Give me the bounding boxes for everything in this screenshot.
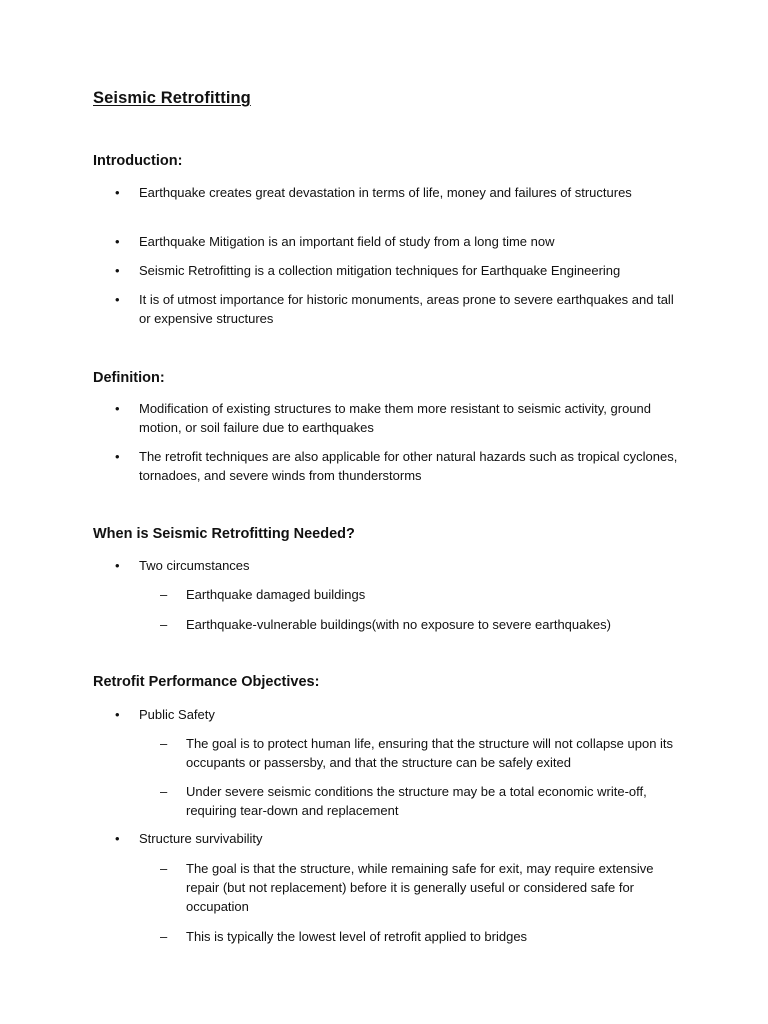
- section-heading-introduction: Introduction:: [93, 153, 183, 169]
- bullet-marker: •: [115, 292, 120, 307]
- sub-list-item-text: Earthquake-vulnerable buildings(with no exposure to severe earthquakes): [186, 617, 611, 632]
- list-item-text: Public Safety: [139, 707, 215, 722]
- sub-list-item-text: This is typically the lowest level of retrofit applied to bridges: [186, 929, 528, 944]
- list-item-text: It is of utmost importance for historic monuments, areas prone to severe earthquakes and tall or expensive structures: [139, 292, 674, 326]
- dash-marker: –: [160, 784, 168, 799]
- document-title: Seismic Retrofitting: [93, 89, 251, 107]
- bullet-marker: •: [115, 831, 120, 846]
- list-item-text: Seismic Retrofitting is a collection mitigation techniques for Earthquake Engineering: [139, 263, 621, 278]
- list-item-text: Earthquake Mitigation is an important field of study from a long time now: [139, 234, 555, 249]
- list-item-text: Earthquake creates great devastation in terms of life, money and failures of structures: [139, 185, 632, 200]
- sub-list-item-text: The goal is to protect human life, ensuring that the structure will not collapse upon its occupants or passersby, and that the structure can be safely exited: [186, 736, 674, 770]
- list-item-text: Structure survivability: [139, 831, 263, 846]
- dash-marker: –: [160, 929, 168, 944]
- bullet-marker: •: [115, 707, 120, 722]
- dash-marker: –: [160, 736, 168, 751]
- section-heading-performance-objectives: Retrofit Performance Objectives:: [93, 674, 320, 690]
- dash-marker: –: [160, 861, 168, 876]
- bullet-marker: •: [115, 449, 120, 464]
- section-heading-definition: Definition:: [93, 370, 165, 386]
- bullet-marker: •: [115, 185, 120, 200]
- dash-marker: –: [160, 587, 168, 602]
- bullet-marker: •: [115, 263, 120, 278]
- list-item-text: Two circumstances: [139, 558, 250, 573]
- sub-list-item-text: Earthquake damaged buildings: [186, 587, 366, 602]
- bullet-marker: •: [115, 234, 120, 249]
- section-heading-when-needed: When is Seismic Retrofitting Needed?: [93, 526, 355, 542]
- list-item-text: Modification of existing structures to make them more resistant to seismic activity, ground motion, or soil failure due to earthquakes: [139, 401, 652, 435]
- bullet-marker: •: [115, 558, 120, 573]
- dash-marker: –: [160, 617, 168, 632]
- sub-list-item-text: Under severe seismic conditions the structure may be a total economic write-off, requiring tear-down and replacement: [186, 784, 647, 818]
- bullet-marker: •: [115, 401, 120, 416]
- list-item-text: The retrofit techniques are also applicable for other natural hazards such as tropical cyclones, tornadoes, and severe winds from thunderstorms: [139, 449, 678, 483]
- sub-list-item-text: The goal is that the structure, while remaining safe for exit, may require extensive repair (but not replacement) before it is generally useful or considered safe for occupation: [186, 861, 654, 914]
